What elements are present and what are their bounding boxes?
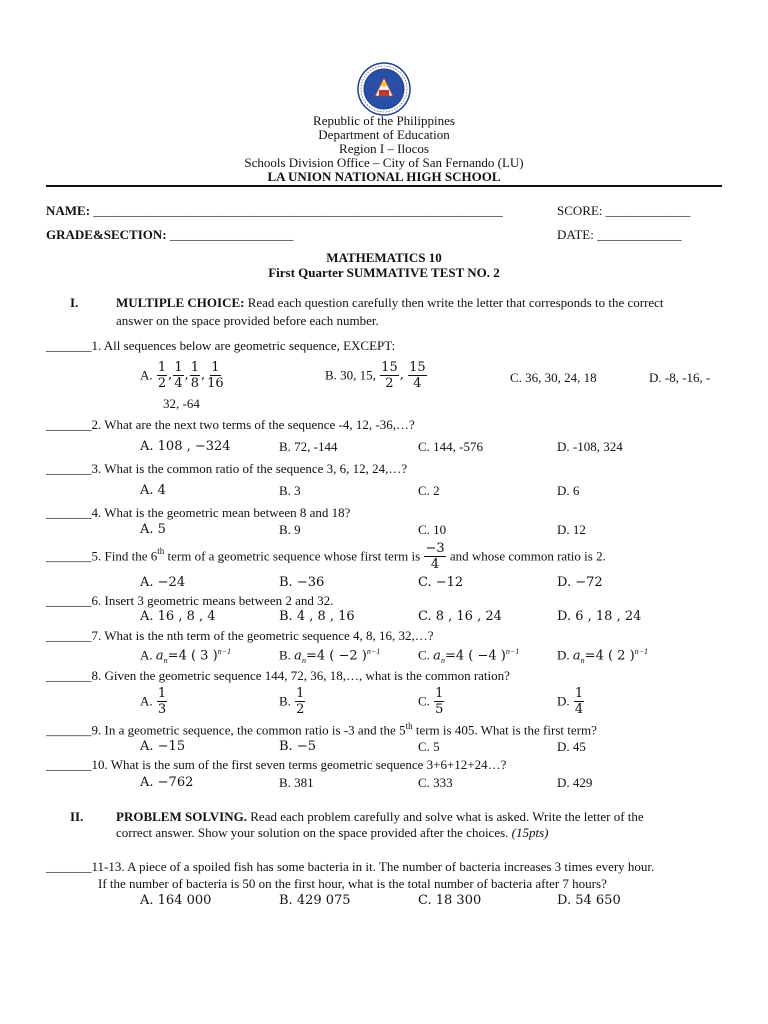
- q7-c-expr: 4 ( −4 ): [455, 648, 506, 664]
- question-5-text-b: term of a geometric sequence whose first term is: [164, 548, 424, 564]
- q10-choice-a: A. −762: [140, 775, 194, 790]
- score-row: [557, 203, 690, 219]
- q8-a-label: A.: [140, 693, 153, 709]
- header-republic: Republic of the Philippines: [313, 113, 455, 128]
- q1-choice-d: D. -8, -16, -: [649, 370, 711, 385]
- fraction: $\frac{1}{4}$: [174, 360, 183, 391]
- q9-choice-c: C. 5: [418, 739, 440, 754]
- frac-numerator: −3: [425, 541, 445, 556]
- q7-choice-c: [418, 647, 519, 665]
- question-10: [46, 757, 506, 773]
- answer-blank: _______: [46, 593, 92, 608]
- comma: ,: [168, 367, 173, 383]
- frac-numerator: 1: [296, 686, 305, 701]
- question-1-text: 1. All sequences below are geometric sequence, EXCEPT:: [91, 338, 396, 353]
- fraction: [574, 686, 584, 717]
- question-2: [46, 417, 415, 433]
- q10-choice-b: B. 381: [279, 775, 314, 790]
- question-1: [46, 338, 395, 354]
- question-7-text: 7. What is the nth term of the geometric sequence 4, 8, 16, 32,…?: [91, 628, 434, 643]
- q1-choice-a: [140, 360, 226, 391]
- q4-choice-c: C. 10: [418, 522, 447, 537]
- q3-choice-a: A. 4: [140, 483, 166, 498]
- q8-choice-d: [557, 686, 585, 717]
- math-var: a: [572, 648, 581, 664]
- question-11-13: [46, 859, 654, 875]
- grade-field: ___________________: [169, 227, 294, 242]
- q11-choice-a: A. 164 000: [140, 893, 212, 908]
- date-row: [557, 227, 682, 243]
- frac-denominator: 3: [157, 702, 167, 717]
- q2-choice-d: D. -108, 324: [557, 439, 623, 454]
- q8-d-label: D.: [557, 693, 570, 709]
- q2-choice-b: B. 72, -144: [279, 439, 338, 454]
- q7-d-expr: 4 ( 2 ): [595, 648, 635, 664]
- exponent: n−1: [366, 647, 381, 656]
- q8-choice-c: [418, 686, 445, 717]
- q4-choice-d: D. 12: [557, 522, 586, 537]
- frac-denominator: 5: [435, 702, 444, 717]
- fraction: [424, 541, 445, 572]
- q6-choice-c: C. 8 , 16 , 24: [418, 609, 502, 624]
- math-var: a: [294, 648, 302, 664]
- q7-choice-d: [557, 647, 648, 665]
- fraction: [295, 686, 305, 717]
- question-9-text-a: 9. In a geometric sequence, the common ratio is -3 and the 5: [91, 722, 406, 738]
- grade-row: [46, 227, 293, 243]
- q5-choice-b: B. −36: [279, 575, 325, 590]
- question-8: [46, 668, 510, 684]
- question-11-text-line2: If the number of bacteria is 50 on the first hour, what is the total number of bacteria after 7 hours?: [98, 876, 607, 891]
- question-7: [46, 628, 434, 644]
- part1-number: I.: [70, 295, 79, 310]
- q7-a-label: A.: [140, 647, 153, 663]
- answer-blank: _______: [46, 757, 92, 772]
- question-11-text-line1: 11-13. A piece of a spoiled fish has some bacteria in it. The number of bacteria increases 3 times every hour.: [91, 859, 655, 874]
- question-9: [46, 721, 597, 738]
- fraction: $\frac{1}{2}$: [157, 360, 167, 391]
- answer-blank: _______: [46, 505, 92, 520]
- q9-choice-b: B. −5: [279, 739, 316, 754]
- superscript: th: [157, 546, 165, 557]
- answer-blank: _______: [46, 668, 92, 683]
- subscript: n: [440, 655, 445, 665]
- frac-numerator: 1: [157, 686, 167, 701]
- subscript: n: [163, 655, 168, 665]
- q7-b-expr: 4 ( −2 ): [316, 648, 367, 664]
- q2-choice-c: C. 144, -576: [418, 439, 483, 454]
- question-3-text: 3. What is the common ratio of the sequence 3, 6, 12, 24,…?: [91, 461, 408, 476]
- q11-choice-c: C. 18 300: [418, 893, 482, 908]
- grade-label: GRADE&SECTION:: [46, 227, 167, 242]
- question-8-text: 8. Given the geometric sequence 144, 72, 36, 18,…, what is the common ration?: [91, 668, 510, 683]
- q7-choice-a: [140, 647, 231, 665]
- answer-blank: _______: [46, 548, 92, 564]
- exponent: n−1: [217, 647, 232, 656]
- question-4-text: 4. What is the geometric mean between 8 and 18?: [91, 505, 351, 520]
- score-field: _____________: [605, 203, 691, 218]
- answer-blank: _______: [46, 722, 92, 738]
- comma: ,: [184, 367, 189, 383]
- fraction: [434, 686, 444, 717]
- q8-c-label: C.: [418, 693, 430, 709]
- header-divider: [46, 185, 722, 187]
- q7-choice-b: [279, 647, 380, 665]
- q10-choice-d: D. 429: [557, 775, 593, 790]
- answer-blank: _______: [46, 417, 92, 432]
- q10-choice-c: C. 333: [418, 775, 453, 790]
- q8-choice-b: [279, 686, 306, 717]
- exponent: n−1: [505, 647, 520, 656]
- question-5: [46, 541, 606, 572]
- fraction: [157, 686, 167, 717]
- question-6-text: 6. Insert 3 geometric means between 2 and 32.: [91, 593, 334, 608]
- question-3: [46, 461, 407, 477]
- frac-numerator: 1: [574, 686, 584, 701]
- part2-points: (15pts): [511, 825, 549, 840]
- q2-choice-a: A. 108 , −324: [140, 439, 231, 454]
- question-4: [46, 505, 350, 521]
- q7-a-expr: 4 ( 3 ): [178, 648, 218, 664]
- exponent: n−1: [634, 647, 649, 656]
- score-label: SCORE:: [557, 203, 603, 218]
- name-field: _______________________________________________________________: [93, 203, 503, 218]
- q5-choice-c: C. −12: [418, 575, 464, 590]
- question-2-text: 2. What are the next two terms of the sequence -4, 12, -36,…?: [91, 417, 415, 432]
- header-region: Region I – Ilocos: [339, 141, 429, 156]
- part1-heading: MULTIPLE CHOICE:: [116, 295, 245, 310]
- frac-denominator: 4: [430, 557, 440, 572]
- answer-blank: _______: [46, 338, 92, 353]
- fraction: $\frac{15}{4}$: [409, 360, 426, 391]
- question-5-text-c: and whose common ratio is 2.: [446, 548, 606, 564]
- q7-c-label: C.: [418, 647, 430, 663]
- frac-denominator: 4: [574, 702, 584, 717]
- fraction: $\frac{1}{16}$: [207, 360, 224, 391]
- part1-instr-line2: answer on the space provided before each number.: [116, 313, 379, 328]
- q5-choice-a: A. −24: [140, 575, 186, 590]
- question-5-text-a: 5. Find the 6: [91, 548, 158, 564]
- q6-choice-d: D. 6 , 18 , 24: [557, 609, 642, 624]
- equals: =: [444, 648, 456, 664]
- q3-choice-d: D. 6: [557, 483, 580, 498]
- header-school: LA UNION NATIONAL HIGH SCHOOL: [267, 169, 501, 184]
- q5-choice-d: D. −72: [557, 575, 603, 590]
- q4-choice-a: A. 5: [140, 522, 166, 537]
- q1-choice-c: C. 36, 30, 24, 18: [510, 370, 597, 385]
- q4-choice-b: B. 9: [279, 522, 301, 537]
- comma: ,: [201, 367, 206, 383]
- part2-instructions: [116, 809, 644, 825]
- q6-choice-a: A. 16 , 8 , 4: [140, 609, 216, 624]
- equals: =: [305, 648, 317, 664]
- subscript: n: [580, 655, 585, 665]
- part2-number: II.: [70, 809, 84, 824]
- fraction: $\frac{1}{8}$: [190, 360, 200, 391]
- q1-choice-d-cont: 32, -64: [163, 396, 200, 411]
- math-var: a: [155, 648, 164, 664]
- answer-blank: _______: [46, 461, 92, 476]
- q11-choice-b: B. 429 075: [279, 893, 351, 908]
- q3-choice-c: C. 2: [418, 483, 440, 498]
- q1-choice-b: [325, 360, 428, 391]
- name-row: [46, 203, 503, 219]
- q8-choice-a: [140, 686, 168, 717]
- question-10-text: 10. What is the sum of the first seven terms geometric sequence 3+6+12+24…?: [91, 757, 507, 772]
- deped-seal-logo: [357, 62, 411, 116]
- question-6: [46, 593, 333, 609]
- answer-blank: _______: [46, 859, 92, 874]
- frac-denominator: 2: [296, 702, 305, 717]
- superscript: th: [405, 721, 413, 731]
- q9-choice-d: D. 45: [557, 739, 586, 754]
- part1-instr-line1: Read each question carefully then write the letter that corresponds to the correct: [244, 295, 664, 310]
- date-label: DATE:: [557, 227, 594, 242]
- fraction: $\frac{15}{2}$: [381, 360, 398, 391]
- q8-b-label: B.: [279, 693, 291, 709]
- part2-instr-line2: correct answer. Show your solution on the space provided after the choices.: [116, 825, 512, 840]
- q1-a-label: A.: [140, 367, 153, 383]
- date-field: _____________: [597, 227, 682, 242]
- part2-instr-line2-row: [116, 825, 549, 841]
- equals: =: [167, 648, 179, 664]
- subscript: n: [301, 655, 306, 665]
- frac-numerator: 1: [435, 686, 444, 701]
- test-title: First Quarter SUMMATIVE TEST NO. 2: [268, 265, 500, 280]
- answer-blank: _______: [46, 628, 92, 643]
- q7-d-label: D.: [557, 647, 570, 663]
- subject-title: MATHEMATICS 10: [326, 250, 442, 265]
- equals: =: [584, 648, 596, 664]
- part2-heading: PROBLEM SOLVING.: [116, 809, 247, 824]
- q1-b-text: B. 30, 15,: [325, 367, 380, 383]
- part2-instr-line1: Read each problem carefully and solve what is asked. Write the letter of the: [247, 809, 644, 824]
- question-9-text-b: term is 405. What is the first term?: [412, 722, 597, 738]
- name-label: NAME:: [46, 203, 91, 218]
- q11-choice-d: D. 54 650: [557, 893, 621, 908]
- q7-b-label: B.: [279, 647, 291, 663]
- q9-choice-a: A. −15: [140, 739, 186, 754]
- header-department: Department of Education: [318, 127, 450, 142]
- part1-instructions: [116, 295, 664, 311]
- header-division: Schools Division Office – City of San Fernando (LU): [244, 155, 524, 170]
- math-var: a: [433, 648, 441, 664]
- q3-choice-b: B. 3: [279, 483, 301, 498]
- comma: ,: [399, 367, 404, 383]
- q6-choice-b: B. 4 , 8 , 16: [279, 609, 355, 624]
